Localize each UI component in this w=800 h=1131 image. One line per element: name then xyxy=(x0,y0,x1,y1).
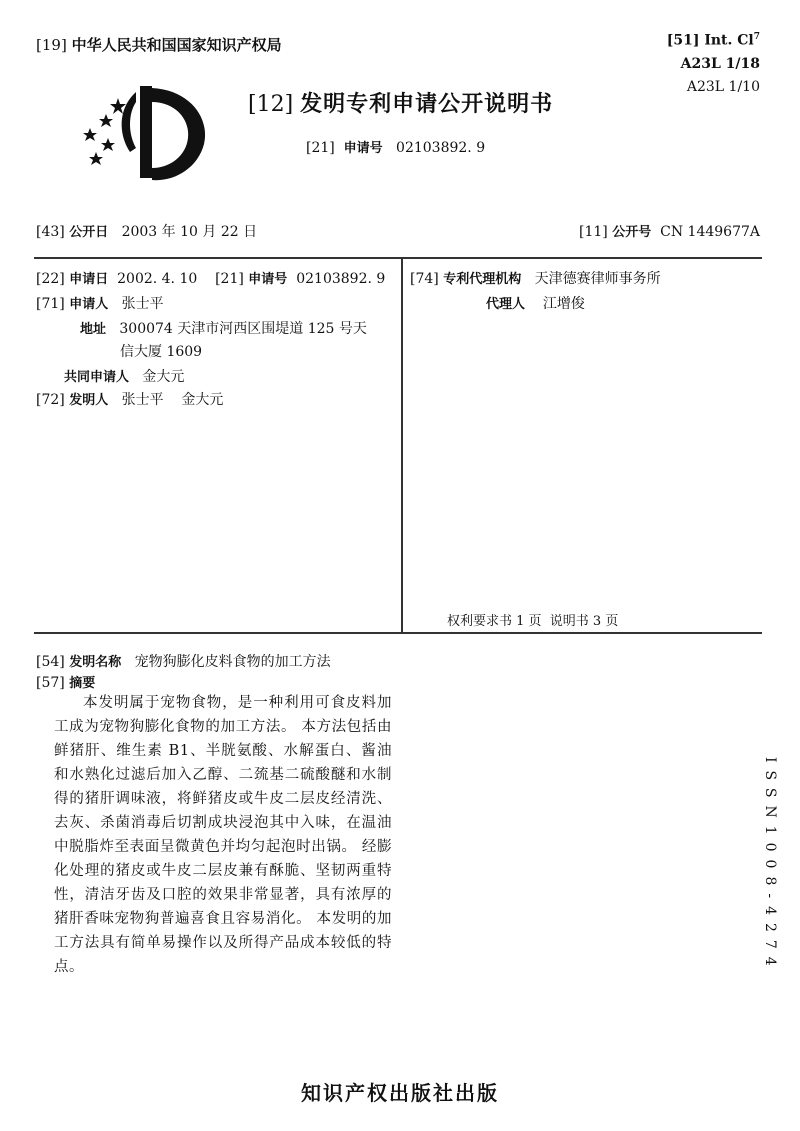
column-divider xyxy=(401,259,403,632)
pub-date-code: [43] xyxy=(36,224,65,240)
publication-date xyxy=(36,221,257,241)
agency-value: 天津德赛律师事务所 xyxy=(534,271,661,287)
office-code: [19] xyxy=(36,36,67,54)
filing-code: [22] xyxy=(36,271,65,287)
pub-date-label: 公开日 xyxy=(69,225,109,240)
applicant-value: 张士平 xyxy=(121,296,164,312)
appno-value: 02103892. 9 xyxy=(296,271,386,287)
pub-no-label: 公开号 xyxy=(612,225,652,240)
co-applicant-value: 金大元 xyxy=(142,369,185,385)
pub-no-code: [11] xyxy=(579,224,608,240)
pub-no-value: CN 1449677A xyxy=(660,224,760,240)
ipc-classification-label xyxy=(667,32,760,49)
abstract-body: 本发明属于宠物食物，是一种利用可食皮料加工成为宠物狗膨化食物的加工方法。 本方法包括由鲜猪肝、维生素 B1、半胱氨酸、水解蛋白、酱油和水熟化过滤后加入乙醇、二巯基二硫酸醚和水制得的猪肝调味液，将鲜猪皮或牛皮二层皮经清洗、去灰、杀菌消毒后切割成块浸泡其中入味，在温油中脱脂炸至表面呈微黄色并均匀起泡时出锅。 经膨化处理的猪皮或牛皮二层皮兼有酥脆、坚韧两重特性，清洁牙齿及口腔的效果非常显著，具有浓厚的猪肝香味宠物狗普遍喜食且容易消化。 本发明的加工方法具有简单易操作以及所得产品成本较低的特点。 xyxy=(54,695,392,975)
agency-code: [74] xyxy=(410,271,439,287)
pub-date-value: 2003 年 10 月 22 日 xyxy=(121,224,258,240)
top-divider xyxy=(34,257,762,259)
agency-row xyxy=(410,268,661,288)
agent-label: 代理人 xyxy=(486,297,526,312)
patent-office-emblem-icon xyxy=(78,78,228,188)
address-line-1: 300074 天津市河西区围堤道 125 号天 xyxy=(119,321,367,337)
appno-label: 申请号 xyxy=(248,272,288,287)
inventor-value: 张士平 金大元 xyxy=(121,392,224,408)
publisher-footer: 知识产权出版社出版 xyxy=(301,1081,499,1105)
app-no-value: 02103892. 9 xyxy=(396,140,486,156)
invention-title-row xyxy=(36,651,331,671)
co-applicant-label: 共同申请人 xyxy=(64,370,130,385)
invention-title: 宠物狗膨化皮料食物的加工方法 xyxy=(134,654,331,670)
middle-divider xyxy=(34,632,762,634)
ipc-main-class: A23L 1/18 xyxy=(680,56,760,72)
document-type xyxy=(248,87,553,118)
publication-number xyxy=(579,221,760,240)
doc-type-name: 发明专利申请公开说明书 xyxy=(300,92,554,117)
agent-row xyxy=(486,293,585,313)
ipc-edition: 7 xyxy=(753,32,760,42)
ipc-label-text: [51] Int. Cl xyxy=(666,32,754,49)
title-label: 发明名称 xyxy=(69,655,122,670)
appno-code: [21] xyxy=(215,271,244,287)
application-number-header xyxy=(306,137,485,156)
abstract-label: 摘要 xyxy=(69,676,96,691)
page-count-line: 权利要求书 1 页 说明书 3 页 xyxy=(447,614,619,629)
filing-date-row xyxy=(36,268,385,287)
address-label: 地址 xyxy=(80,322,107,337)
app-no-code: [21] xyxy=(306,140,335,156)
abstract-heading xyxy=(36,672,95,691)
agent-value: 江增俊 xyxy=(542,296,585,312)
issn-vertical: ISSN1008-4274 xyxy=(762,757,778,974)
title-code: [54] xyxy=(36,654,65,670)
office-name: 中华人民共和国国家知识产权局 xyxy=(71,36,282,54)
applicant-row xyxy=(36,293,164,313)
office-line xyxy=(36,34,282,55)
ipc-secondary-class: A23L 1/10 xyxy=(686,79,760,95)
doc-type-code: [12] xyxy=(248,92,294,117)
applicant-label: 申请人 xyxy=(69,297,109,312)
inventor-row xyxy=(36,389,223,409)
inventor-code: [72] xyxy=(36,392,65,408)
applicant-code: [71] xyxy=(36,296,65,312)
co-applicant-row xyxy=(64,366,184,386)
filing-value: 2002. 4. 10 xyxy=(117,271,198,287)
abstract-code: [57] xyxy=(36,675,65,691)
agency-label: 专利代理机构 xyxy=(443,272,522,287)
filing-label: 申请日 xyxy=(69,272,109,287)
address-row xyxy=(80,318,367,338)
app-no-label: 申请号 xyxy=(343,141,383,156)
inventor-label: 发明人 xyxy=(69,393,109,408)
address-row-2: 信大厦 1609 xyxy=(120,344,203,360)
